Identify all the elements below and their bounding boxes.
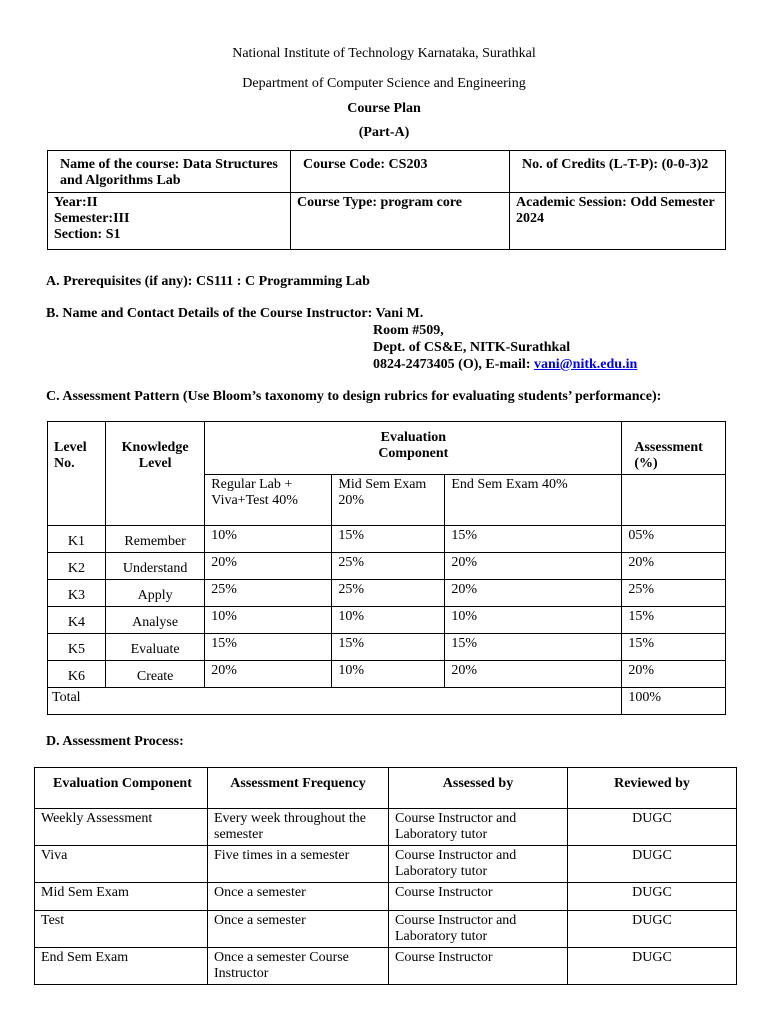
col-evaluation-header: Evaluation Component xyxy=(205,422,622,475)
semester-text: Semester:III xyxy=(54,211,130,226)
sub-header-blank xyxy=(622,475,726,526)
table-row xyxy=(35,911,737,948)
component-cell: Test xyxy=(35,911,208,948)
instructor-room: Room #509, xyxy=(373,323,444,338)
table-row xyxy=(48,526,726,553)
course-type-cell: Course Type: program core xyxy=(291,193,510,250)
assessed-cell: Course Instructor xyxy=(389,948,568,985)
end-cell: 15% xyxy=(445,526,622,553)
mid-cell: 25% xyxy=(332,553,445,580)
level-cell: K5 xyxy=(48,634,106,661)
frequency-cell: Once a semester xyxy=(208,883,389,911)
assessed-cell: Course Instructor and Laboratory tutor xyxy=(389,846,568,883)
component-cell: Mid Sem Exam xyxy=(35,883,208,911)
level-cell: K2 xyxy=(48,553,106,580)
col-component-header: Evaluation Component xyxy=(35,768,208,809)
reviewed-cell: DUGC xyxy=(568,948,737,985)
instructor-phone: 0824-2473405 (O), E-mail: xyxy=(373,357,534,372)
assess-cell: 15% xyxy=(622,634,726,661)
reviewed-cell: DUGC xyxy=(568,809,737,846)
lab-cell: 15% xyxy=(205,634,332,661)
col-assessment-header: Assessment (%) xyxy=(622,422,726,475)
section-text: Section: S1 xyxy=(54,227,121,242)
mid-cell: 15% xyxy=(332,526,445,553)
year-semester-section-cell xyxy=(48,193,291,250)
table-row xyxy=(35,846,737,883)
mid-cell: 15% xyxy=(332,634,445,661)
course-code-cell: Course Code: CS203 xyxy=(291,151,510,193)
assessment-process-table xyxy=(34,767,737,985)
col-frequency-header: Assessment Frequency xyxy=(208,768,389,809)
table-row xyxy=(48,634,726,661)
assess-cell: 15% xyxy=(622,607,726,634)
assessment-process-heading: D. Assessment Process: xyxy=(46,734,184,749)
table-row xyxy=(35,809,737,846)
assess-cell: 25% xyxy=(622,580,726,607)
mid-cell: 10% xyxy=(332,607,445,634)
institute-name: National Institute of Technology Karnataka, Surathkal xyxy=(232,46,536,61)
end-cell: 20% xyxy=(445,553,622,580)
assessed-cell: Course Instructor xyxy=(389,883,568,911)
lab-cell: 10% xyxy=(205,526,332,553)
col-level-header: Level No. xyxy=(48,422,106,526)
table-row xyxy=(48,580,726,607)
lab-cell: 10% xyxy=(205,607,332,634)
department-name: Department of Computer Science and Engineering xyxy=(242,76,526,91)
year-text: Year:II xyxy=(54,195,98,210)
component-cell: Viva xyxy=(35,846,208,883)
level-cell: K6 xyxy=(48,661,106,688)
knowledge-cell: Create xyxy=(105,661,204,688)
instructor-contact xyxy=(373,357,637,373)
knowledge-cell: Understand xyxy=(105,553,204,580)
knowledge-cell: Evaluate xyxy=(105,634,204,661)
lab-cell: 20% xyxy=(205,553,332,580)
col-reviewed-header: Reviewed by xyxy=(568,768,737,809)
instructor-email-link[interactable]: vani@nitk.edu.in xyxy=(533,357,638,372)
assessed-cell: Course Instructor and Laboratory tutor xyxy=(389,809,568,846)
assessment-pattern-heading: C. Assessment Pattern (Use Bloom’s taxonomy to design rubrics for evaluating students’ performance): xyxy=(46,389,662,404)
knowledge-cell: Apply xyxy=(105,580,204,607)
reviewed-cell: DUGC xyxy=(568,846,737,883)
end-cell: 10% xyxy=(445,607,622,634)
lab-cell: 25% xyxy=(205,580,332,607)
col-assessed-header: Assessed by xyxy=(389,768,568,809)
end-cell: 20% xyxy=(445,661,622,688)
frequency-cell: Every week throughout the semester xyxy=(208,809,389,846)
total-value: 100% xyxy=(622,688,726,715)
knowledge-cell: Analyse xyxy=(105,607,204,634)
assess-cell: 20% xyxy=(622,553,726,580)
sub-header-mid: Mid Sem Exam 20% xyxy=(332,475,445,526)
instructor-heading: B. Name and Contact Details of the Course Instructor: Vani M. xyxy=(46,306,424,321)
prerequisites: A. Prerequisites (if any): CS111 : C Programming Lab xyxy=(46,274,370,289)
assessment-pattern-table xyxy=(47,421,726,715)
course-info-table xyxy=(47,150,726,250)
assess-cell: 20% xyxy=(622,661,726,688)
document-part: (Part-A) xyxy=(358,125,410,140)
table-row xyxy=(48,553,726,580)
component-cell: End Sem Exam xyxy=(35,948,208,985)
instructor-dept: Dept. of CS&E, NITK-Surathkal xyxy=(373,340,571,355)
reviewed-cell: DUGC xyxy=(568,911,737,948)
document-title: Course Plan xyxy=(347,101,421,116)
assessed-cell: Course Instructor and Laboratory tutor xyxy=(389,911,568,948)
component-cell: Weekly Assessment xyxy=(35,809,208,846)
course-name-cell: Name of the course: Data Structures and Algorithms Lab xyxy=(48,151,291,193)
table-row xyxy=(35,948,737,985)
end-cell: 20% xyxy=(445,580,622,607)
assess-cell: 05% xyxy=(622,526,726,553)
sub-header-end: End Sem Exam 40% xyxy=(445,475,622,526)
lab-cell: 20% xyxy=(205,661,332,688)
sub-header-lab: Regular Lab + Viva+Test 40% xyxy=(205,475,332,526)
frequency-cell: Once a semester xyxy=(208,911,389,948)
total-label: Total xyxy=(48,688,622,715)
table-row xyxy=(48,607,726,634)
credits-cell: No. of Credits (L-T-P): (0-0-3)2 xyxy=(510,151,726,193)
frequency-cell: Once a semester Course Instructor xyxy=(208,948,389,985)
col-knowledge-header: Knowledge Level xyxy=(105,422,204,526)
level-cell: K1 xyxy=(48,526,106,553)
mid-cell: 10% xyxy=(332,661,445,688)
level-cell: K3 xyxy=(48,580,106,607)
table-row xyxy=(35,883,737,911)
table-row xyxy=(48,661,726,688)
total-row xyxy=(48,688,726,715)
end-cell: 15% xyxy=(445,634,622,661)
knowledge-cell: Remember xyxy=(105,526,204,553)
academic-session-cell: Academic Session: Odd Semester 2024 xyxy=(510,193,726,250)
level-cell: K4 xyxy=(48,607,106,634)
frequency-cell: Five times in a semester xyxy=(208,846,389,883)
mid-cell: 25% xyxy=(332,580,445,607)
reviewed-cell: DUGC xyxy=(568,883,737,911)
